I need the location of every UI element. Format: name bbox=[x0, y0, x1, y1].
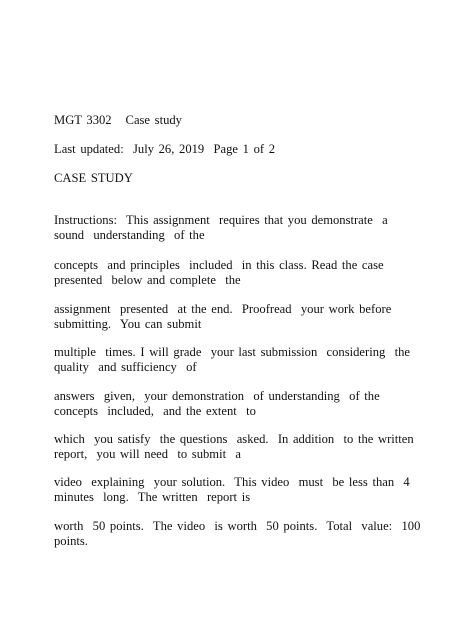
instructions-line: video explaining your solution. This video must be less than 4 bbox=[54, 475, 410, 489]
instructions-line: points. bbox=[54, 534, 88, 548]
instructions-line: presented below and complete the bbox=[54, 273, 241, 287]
instructions-line: multiple times. I will grade your last submission considering the bbox=[54, 345, 410, 359]
instructions-line: concepts and principles included in this class. Read the case bbox=[54, 258, 384, 272]
instructions-line: which you satisfy the questions asked. In addition to the written bbox=[54, 432, 414, 446]
instructions-line: submitting. You can submit bbox=[54, 317, 202, 331]
instructions-line: assignment presented at the end. Proofread your work before bbox=[54, 302, 392, 316]
instructions-line: answers given, your demonstration of understanding of the bbox=[54, 389, 380, 403]
course-heading: MGT 3302 Case study bbox=[54, 113, 182, 127]
last-updated-line: Last updated: July 26, 2019 Page 1 of 2 bbox=[54, 142, 276, 156]
instructions-line: concepts included, and the extent to bbox=[54, 404, 256, 418]
instructions-line: minutes long. The written report is bbox=[54, 490, 251, 504]
instructions-line: quality and sufficiency of bbox=[54, 360, 197, 374]
document-title: CASE STUDY bbox=[54, 171, 133, 185]
instructions-line: Instructions: This assignment requires that you demonstrate a bbox=[54, 213, 388, 227]
instructions-line: worth 50 points. The video is worth 50 points. Total value: 100 bbox=[54, 519, 421, 533]
instructions-line: report, you will need to submit a bbox=[54, 447, 241, 461]
instructions-line: sound understanding of the bbox=[54, 228, 205, 242]
